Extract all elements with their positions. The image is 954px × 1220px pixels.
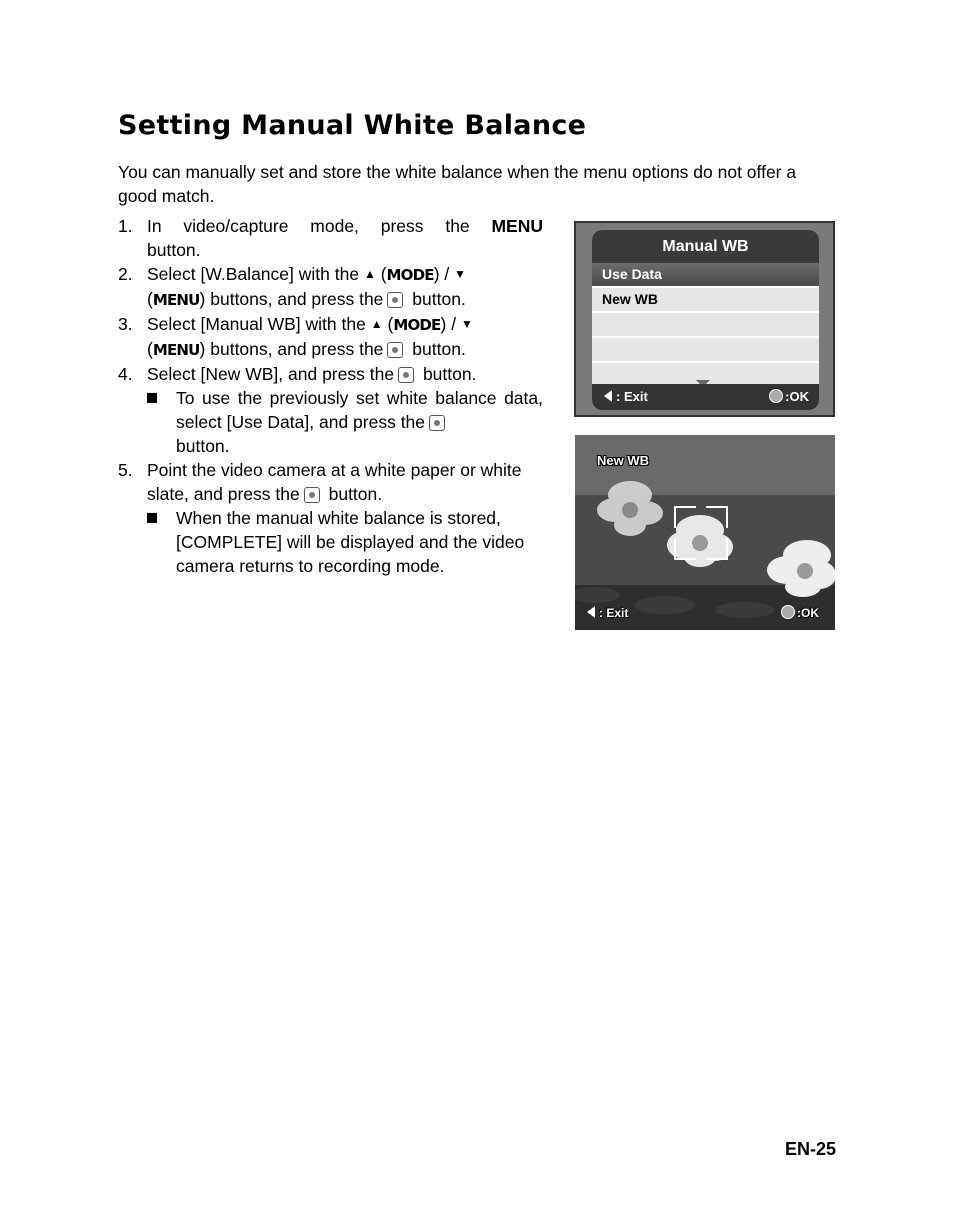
new-wb-label: New WB [597, 453, 649, 468]
manual-wb-menu [592, 230, 819, 410]
step-4-note: To use the previously set white balance data, select [Use Data], and press the button. [147, 386, 543, 458]
menu-key: MENU [491, 216, 543, 236]
exit-hint: : Exit [599, 606, 629, 620]
step-2: 2. Select [W.Balance] with the ▲ (MODE) / ▼ (MENU) buttons, and press the button. [118, 264, 467, 309]
menu-key: MENU [152, 341, 200, 359]
focus-frame-corner [706, 506, 728, 528]
menu-item-empty [592, 338, 819, 363]
menu-item-new-wb[interactable]: New WB [592, 288, 819, 313]
ok-button-icon [429, 415, 445, 431]
menu-item-use-data[interactable]: Use Data [592, 263, 819, 288]
intro-text: You can manually set and store the white balance when the menu options do not offer a good match. [118, 162, 797, 206]
up-arrow-icon: ▲ [370, 317, 383, 331]
menu-footer [592, 384, 819, 410]
ok-hint: :OK [785, 389, 809, 404]
mode-key: MODE [393, 316, 441, 334]
left-arrow-icon [604, 390, 612, 402]
up-arrow-icon: ▲ [363, 267, 376, 281]
focus-frame-corner [674, 506, 696, 528]
step-5: 5. Point the video camera at a white paper or white slate, and press the button. [118, 460, 522, 504]
menu-item-empty [592, 313, 819, 338]
bullet-square-icon [147, 386, 176, 458]
ok-icon [781, 605, 795, 619]
focus-frame-corner [706, 538, 728, 560]
step-5-note: When the manual white balance is stored, [COMPLETE] will be displayed and the video camera returns to recording mode. [147, 506, 543, 578]
step-3: 3. Select [Manual WB] with the ▲ (MODE) / ▼ (MENU) buttons, and press the button. [118, 314, 473, 359]
exit-hint: : Exit [616, 389, 648, 404]
ok-button-icon [387, 292, 403, 308]
step-1: 1. In video/capture mode, press the MENU button. [118, 216, 543, 260]
down-arrow-icon: ▼ [460, 317, 473, 331]
menu-header: Manual WB [592, 230, 819, 263]
ok-button-icon [304, 487, 320, 503]
new-wb-preview-screen [575, 435, 835, 630]
ok-icon [769, 389, 783, 403]
left-arrow-icon [587, 606, 595, 618]
mode-key: MODE [386, 266, 434, 284]
page-title: Setting Manual White Balance [118, 110, 587, 141]
focus-frame-corner [674, 538, 696, 560]
menu-key: MENU [152, 291, 200, 309]
steps-list [118, 214, 543, 578]
manual-wb-menu-screen [574, 221, 835, 417]
ok-button-icon [387, 342, 403, 358]
ok-hint: :OK [797, 606, 819, 620]
down-arrow-icon: ▼ [454, 267, 467, 281]
ok-button-icon [398, 367, 414, 383]
bullet-square-icon [147, 506, 176, 578]
step-4: 4. Select [New WB], and press the button. [118, 364, 477, 384]
page-number: EN-25 [784, 1139, 836, 1159]
